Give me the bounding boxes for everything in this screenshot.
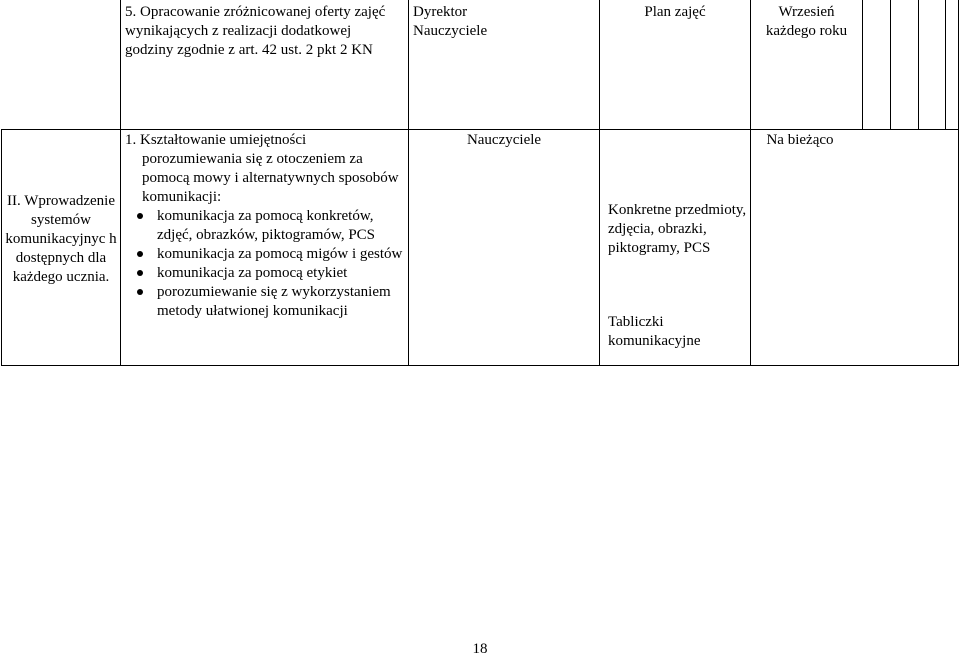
row1-deadline-cell [751,3,862,41]
row1-task-cell: 5. Opracowanie zróżnicowanej oferty zajęć wynikających z realizacji dodatkowej godziny zgodnie z art. 42 ust. 2 pkt 2 KN [125,4,386,58]
bullet-icon [137,251,143,257]
column-divider [408,0,409,366]
resources-text: Tabliczki komunikacyjne [608,314,701,349]
row2-goal-cell: II. Wprowadzenie systemów komunikacyjnyc h dostępnych dla każdego ucznia. [5,193,117,285]
column-divider [862,0,863,129]
task-intro: 1. Kształtowanie umiejętności porozumiewania się z otoczeniem za pomocą mowy i alternatywnych sposobów komunikacji: [125,132,399,205]
row2-responsible-cell: Nauczyciele [466,132,542,148]
row1-responsible-cell [413,3,593,41]
column-divider [750,0,751,366]
row2-resources-cell [608,201,748,351]
responsible-line: Dyrektor [413,4,468,20]
row2-task-cell [125,131,407,321]
bullet-icon [137,289,143,295]
column-divider [890,0,891,129]
list-item: komunikacja za pomocą etykiet [125,264,407,283]
task-bullet-list [125,207,407,321]
table-right-border [958,0,959,366]
column-divider [945,0,946,129]
list-item: komunikacja za pomocą konkretów, zdjęć, obrazków, piktogramów, PCS [125,207,407,245]
table-bottom-border [1,365,959,366]
row-divider [1,129,959,130]
table-left-border [1,129,2,366]
list-item: porozumiewanie się z wykorzystaniem metody ułatwionej komunikacji [125,283,407,321]
bullet-icon [137,270,143,276]
row1-resources-cell: Plan zajęć [644,4,706,20]
column-divider [120,0,121,366]
column-divider [599,0,600,366]
deadline-line: każdego roku [765,23,848,39]
page-number: 18 [472,641,488,657]
list-item: komunikacja za pomocą migów i gestów [125,245,407,264]
deadline-line: Wrzesień [778,4,835,20]
responsible-line: Nauczyciele [413,23,488,39]
column-divider [918,0,919,129]
row2-deadline-cell: Na bieżąco [766,132,834,148]
bullet-icon [137,213,143,219]
resources-text: Konkretne przedmioty, zdjęcia, obrazki, piktogramy, PCS [608,202,747,256]
